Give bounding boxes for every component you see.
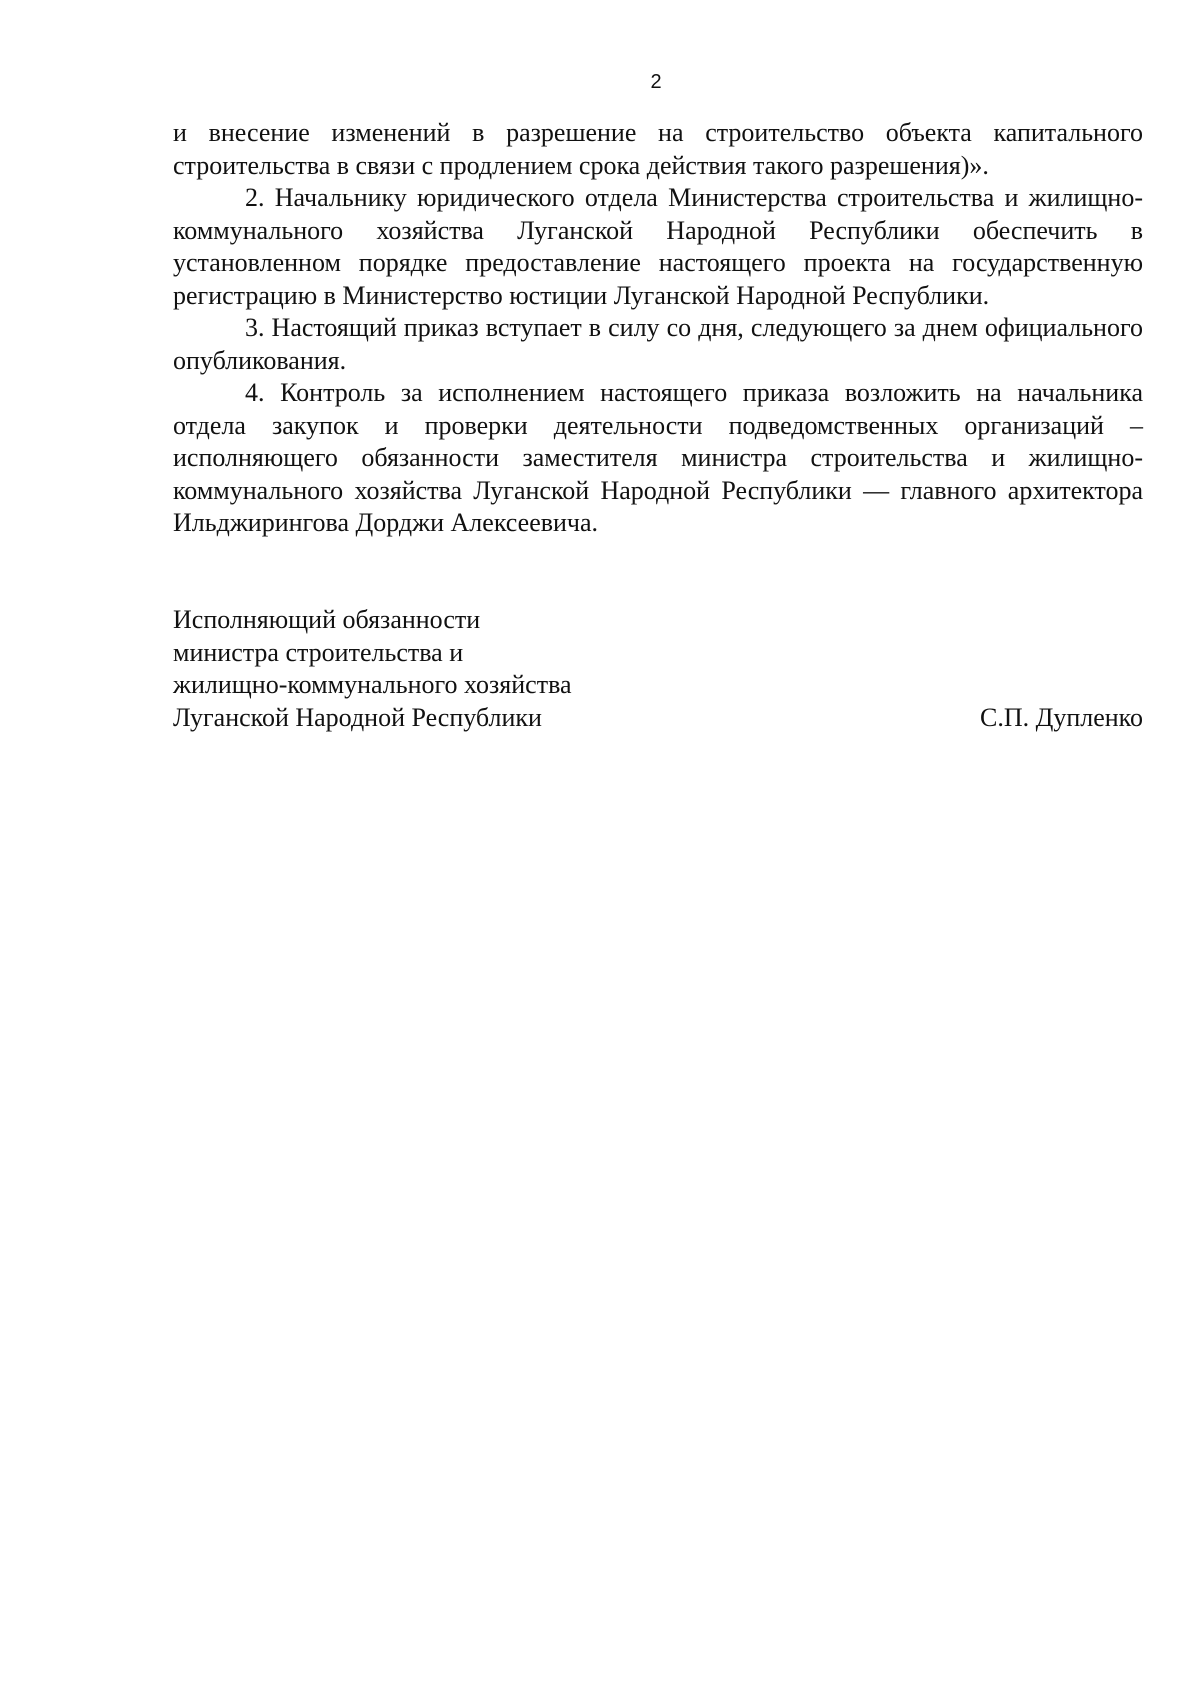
paragraph-item-3: 3. Настоящий приказ вступает в силу со дня, следующего за днем официального опубликования.	[173, 313, 1143, 375]
signatory-position-line: министра строительства и	[173, 637, 464, 667]
paragraph-item-2: 2. Начальнику юридического отдела Министерства строительства и жилищно-коммунального хозяйства Луганской Народной Республики обеспечить в установленном порядке предоставление настоящего проекта на государственную регистрацию в Министерство юстиции Луганской Народной Республики.	[173, 183, 1143, 310]
paragraph-continuation: и внесение изменений в разрешение на строительство объекта капитального строительства в связи с продлением срока действия такого разрешения)».	[173, 118, 1143, 180]
signatory-name: С.П. Дупленко	[979, 702, 1143, 732]
signatory-position-line: Луганской Народной Республики	[173, 702, 542, 732]
signatory-position	[173, 604, 572, 734]
signature-block	[173, 604, 1143, 734]
page-number: 2	[650, 71, 662, 93]
signatory-position-line: жилищно-коммунального хозяйства	[173, 670, 572, 699]
document-body	[173, 117, 1143, 540]
signatory-position-line: Исполняющий обязанности	[173, 605, 481, 634]
paragraph-item-4: 4. Контроль за исполнением настоящего приказа возложить на начальника отдела закупок и проверки деятельности подведомственных организаций – исполняющего обязанности заместителя министра строительства и жилищно-коммунального хозяйства Луганской Народной Республики — главного архитектора Ильджирингова Дорджи Алексеевича.	[173, 378, 1143, 537]
